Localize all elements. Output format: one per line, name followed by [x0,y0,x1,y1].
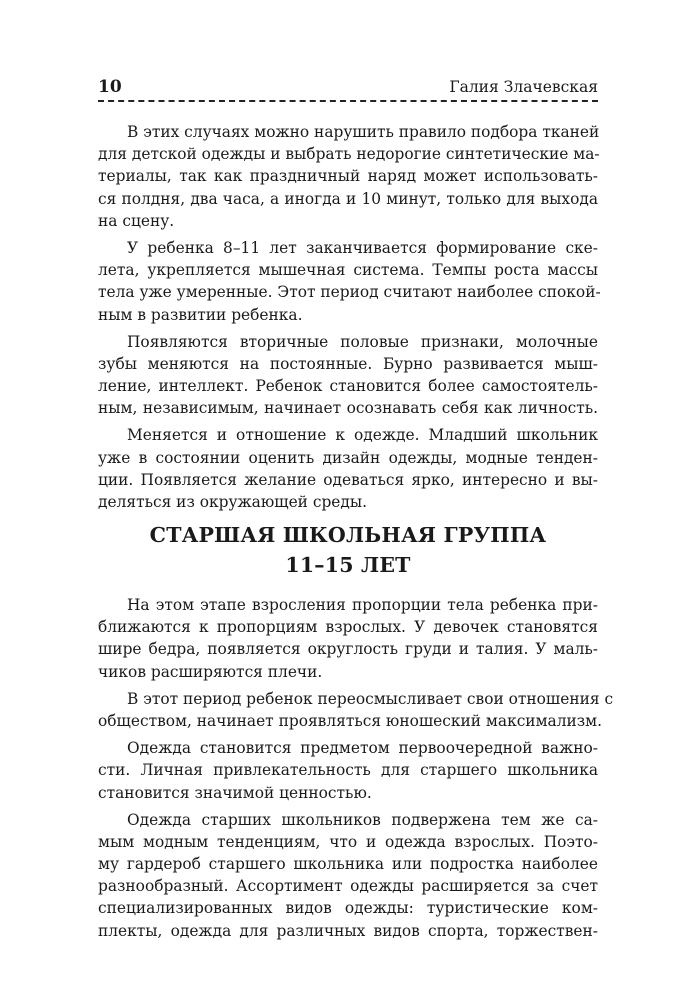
text-line: лета, укрепляется мышечная система. Темпы роста массы [98,261,598,280]
text-line: сти. Личная привлекательность для старшего школьника [98,761,598,780]
text-line: на сцену. [98,211,175,230]
text-line: тела уже умеренные. Этот период считают наиболее спокой- [98,283,601,302]
text-line: Меняется и отношение к одежде. Младший школьник [127,426,598,445]
text-line: для детской одежды и выбрать недорогие синтетические ма- [98,145,600,164]
text-line: мым модным тенденциям, что и одежда взрослых. Поэто- [98,832,598,851]
text-line: ление, интеллект. Ребенок становится более самостоятель- [98,377,598,396]
paragraph [98,737,598,804]
paragraph [98,331,598,420]
text-line: становится значимой ценностью. [98,783,372,802]
text-line: Одежда старших школьников подвержена тем же са- [127,810,598,829]
text-line: Одежда становится предметом первоочередной важно- [127,739,598,758]
text-line: специализированных видов одежды: туристические ком- [98,899,598,918]
paragraph [98,121,598,232]
text-line: обществом, начинает проявляться юношеский максимализм. [98,711,603,730]
paragraph [98,424,598,513]
text-line: У ребенка 8–11 лет заканчивается формирование ске- [127,238,598,257]
text-line: разнообразный. Ассортимент одежды расширяется за счет [98,877,598,896]
text-line: В этих случаях можно нарушить правило подбора тканей [127,123,600,141]
text-line: ближаются к пропорциям взрослых. У девочек становятся [98,618,598,637]
section-heading [98,520,598,580]
text-line: плекты, одежда для различных видов спорта, торжествен- [98,921,598,940]
paragraph [98,688,614,732]
header-divider [98,100,598,102]
text-line: му гардероб старшего школьника или подростка наиболее [98,855,598,874]
heading-line-2: 11–15 ЛЕТ [285,553,411,577]
text-line: чиков расширяются плечи. [98,662,323,681]
text-line: ции. Появляется желание одеваться ярко, интересно и вы- [98,470,598,489]
text-line: зубы меняются на постоянные. Бурно развивается мыш- [98,354,598,373]
text-line: На этом этапе взросления пропорции тела ребенка при- [127,596,598,614]
text-line: Появляются вторичные половые признаки, молочные [127,332,598,351]
text-line: шире бедра, появляется округлость груди и талия. У маль- [98,640,598,659]
paragraph [98,237,601,326]
text-line: деляться из окружающей среды. [98,493,368,511]
text-line: В этот период ребенок переосмысливает свои отношения с [127,689,614,708]
running-head [98,76,598,98]
author-name: Галия Злачевская [449,78,598,96]
text-line: ным в развитии ребенка. [98,305,303,324]
page-number: 10 [98,77,122,97]
heading-line-1: СТАРШАЯ ШКОЛЬНАЯ ГРУППА [149,523,547,547]
paragraph [98,594,598,683]
text-line: уже в состоянии оценить дизайн одежды, модные тенден- [98,448,598,467]
section-1-body [98,121,601,518]
text-line: ся полдня, два часа, а иногда и 10 минут, только для выхода [98,189,598,208]
text-line: териалы, так как праздничный наряд может использовать- [98,167,598,186]
section-2-body [98,594,614,947]
paragraph [98,809,598,942]
text-line: ным, независимым, начинает осознавать себя как личность. [98,399,598,418]
